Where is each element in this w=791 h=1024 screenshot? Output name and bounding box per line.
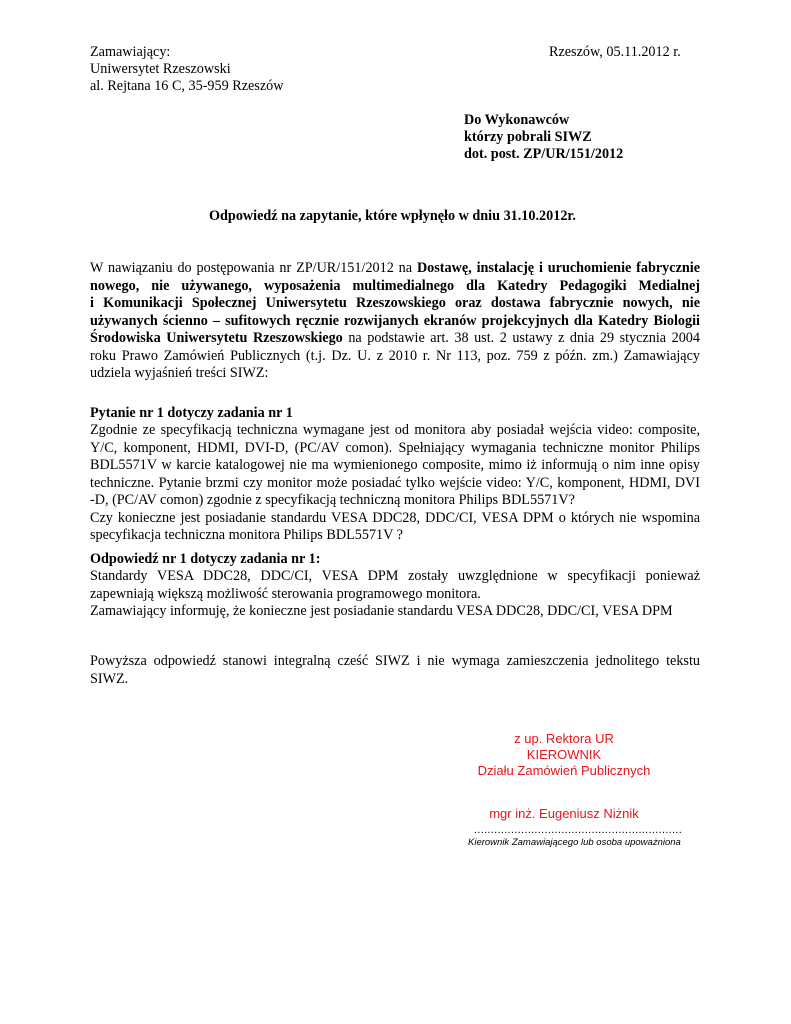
intro-line-3: i Komunikacji Społecznej Uniwersytetu Rzeszowskiego oraz dostawa fabrycznie nowych, nie xyxy=(90,295,700,311)
signature-department: Działu Zamówień Publicznych xyxy=(477,763,651,778)
signature-name: mgr inż. Eugeniusz Niżnik xyxy=(489,806,639,821)
recipient-line-1: Do Wykonawców xyxy=(464,112,570,128)
intro-line-1: W nawiązaniu do postępowania nr ZP/UR/151/2012 na Dostawę, instalację i uruchomienie fabrycznie xyxy=(90,260,700,276)
signature-line: .............................................................. xyxy=(474,824,683,836)
question-line-1: Zgodnie ze specyfikacją techniczna wymagane jest od monitora aby posiadał wejścia video: composite, xyxy=(90,422,700,438)
answer-line-2: zapewniają większą możliwość sterowania programowego monitora. xyxy=(90,585,481,602)
closing-line-2: SIWZ. xyxy=(90,670,129,687)
answer-paragraph xyxy=(90,568,700,621)
signature-caption: Kierownik Zamawiającego lub osoba upoważniona xyxy=(468,837,681,848)
intro-line-7: udziela wyjaśnień treści SIWZ: xyxy=(90,365,269,381)
intro-line-2: nowego, nie używanego, wyposażenia multimedialnego dla Katedry Pedagogiki Medialnej xyxy=(90,277,700,294)
answer-line-1: Standardy VESA DDC28, DDC/CI, VESA DPM zostały uwzględnione w specyfikacji ponieważ xyxy=(90,568,700,584)
sender-name: Uniwersytet Rzeszowski xyxy=(90,61,231,77)
place-date: Rzeszów, 05.11.2012 r. xyxy=(549,44,681,60)
intro-paragraph xyxy=(90,260,700,383)
question-line-6: Czy konieczne jest posiadanie standardu VESA DDC28, DDC/CI, VESA DPM o których nie wspomina xyxy=(90,509,700,526)
recipient-line-2: którzy pobrali SIWZ xyxy=(464,129,592,145)
question-line-5: -D, (PC/AV comon) zgodnie z specyfikacją techniczną monitora Philips BDL5571V? xyxy=(90,492,575,508)
question-line-3: BDL5571V w karcie katalogowej nie ma wymienionego composite, mimo iż informują o nim inne opisy xyxy=(90,457,700,473)
recipient-line-3: dot. post. ZP/UR/151/2012 xyxy=(464,146,624,162)
question-line-2: Y/C, komponent, HDMI, DVI-D, (PC/AV comon). Spełniający wymagania techniczne monitor Philips xyxy=(90,439,700,456)
question-line-4: techniczne. Pytanie brzmi czy monitor może posiadać tylko wejście video: Y/C, komponent, HDMI, DVI xyxy=(90,474,700,491)
sender-address: al. Rejtana 16 C, 35-959 Rzeszów xyxy=(90,78,284,94)
answer-heading: Odpowiedź nr 1 dotyczy zadania nr 1: xyxy=(90,551,321,567)
closing-line-1: Powyższa odpowiedź stanowi integralną cześć SIWZ i nie wymaga zamieszczenia jednolitego tekstu xyxy=(90,653,700,669)
question-heading: Pytanie nr 1 dotyczy zadania nr 1 xyxy=(90,405,293,421)
signature-role: KIEROWNIK xyxy=(526,747,602,762)
answer-line-3: Zamawiający informuję, że konieczne jest posiadanie standardu VESA DDC28, DDC/CI, VESA DPM xyxy=(90,603,673,619)
intro-line-5: Środowiska Uniwersytetu Rzeszowskiego na podstawie art. 38 ust. 2 ustawy z dnia 29 stycznia 2004 xyxy=(90,330,700,346)
document-title: Odpowiedź na zapytanie, które wpłynęło w dniu 31.10.2012r. xyxy=(209,208,576,224)
question-paragraph xyxy=(90,422,700,545)
closing-paragraph xyxy=(90,653,700,688)
intro-line-6: roku Prawo Zamówień Publicznych (t.j. Dz. U. z 2010 r. Nr 113, poz. 759 z późn. zm.) Zamawiający xyxy=(90,347,700,364)
question-line-7: specyfikacja techniczna monitora Philips BDL5571V ? xyxy=(90,527,403,543)
intro-line-4: używanych ściennо – sufitowych ręcznie rozwijanych ekranów projekcyjnych dla Katedry Biologii xyxy=(90,312,700,329)
signature-authority: z up. Rektora UR xyxy=(514,731,614,746)
sender-label: Zamawiający: xyxy=(90,44,171,60)
